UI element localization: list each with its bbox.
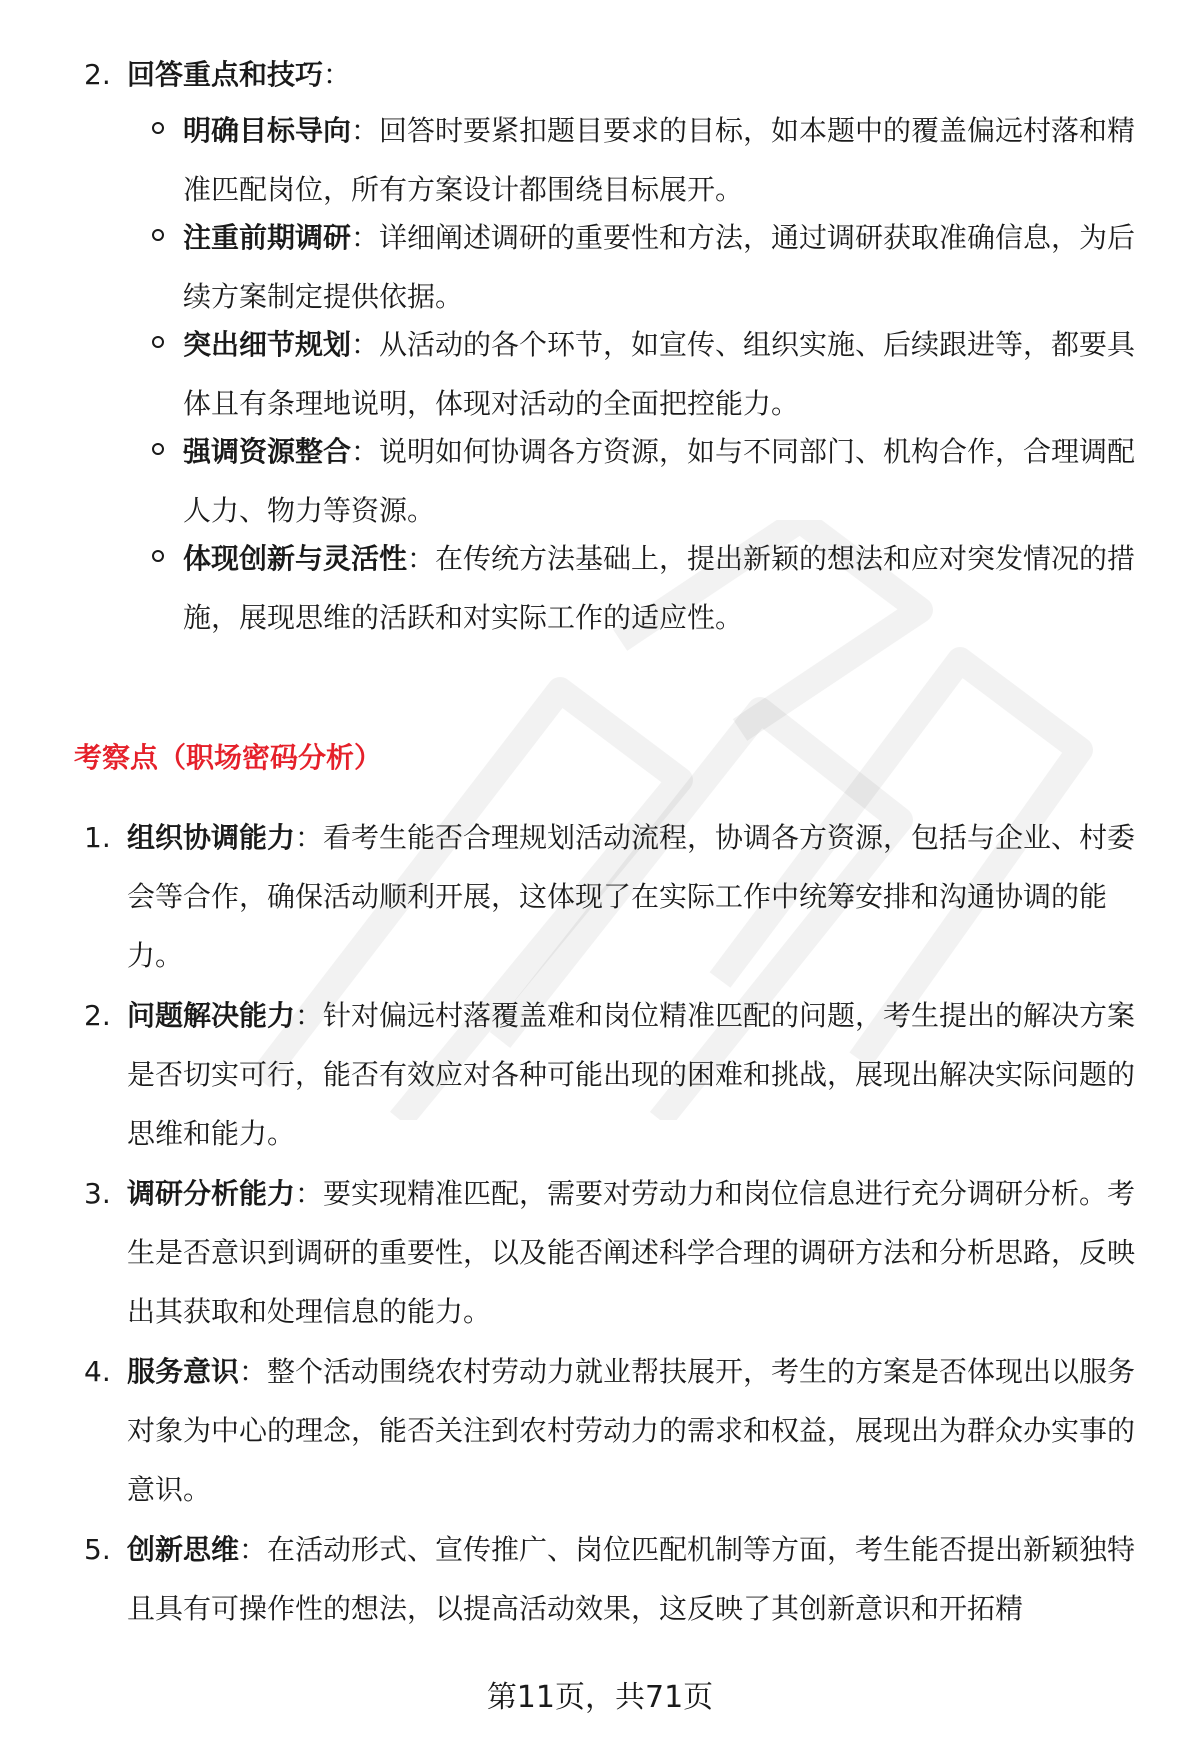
list-number: 4.: [84, 1355, 111, 1388]
point-title: 问题解决能力: [127, 999, 296, 1032]
bullet-desc: ：详细阐述调研的重要性和方法，通过调研获取准确信息，为后续方案制定提供依据。: [183, 221, 1136, 313]
tips-heading: [127, 45, 1142, 104]
circle-bullet-icon: [152, 229, 164, 241]
point-title: 创新思维: [127, 1533, 240, 1566]
point-text: [127, 1342, 1142, 1519]
bullet-desc: ：说明如何协调各方资源，如与不同部门、机构合作，合理调配人力、物力等资源。: [183, 435, 1136, 527]
point-title: 组织协调能力: [127, 821, 296, 854]
list-number: 2.: [84, 999, 111, 1032]
section-title: 考察点（职场密码分析）: [74, 741, 383, 774]
bullet-text: [183, 315, 1143, 433]
point-title: 调研分析能力: [127, 1177, 296, 1210]
point-text: [127, 808, 1142, 985]
point-text: [127, 1520, 1142, 1638]
circle-bullet-icon: [152, 550, 164, 562]
bullet-text: [183, 101, 1143, 219]
point-text: [127, 1164, 1142, 1341]
circle-bullet-icon: [152, 443, 164, 455]
bullet-text: [183, 529, 1143, 647]
list-number: 5.: [84, 1533, 111, 1566]
bullet-desc: ：回答时要紧扣题目要求的目标，如本题中的覆盖偏远村落和精准匹配岗位，所有方案设计都围绕目标展开。: [183, 114, 1136, 206]
bullet-text: [183, 208, 1143, 326]
bullet-title: 明确目标导向: [183, 114, 352, 147]
point-desc: ：要实现精准匹配，需要对劳动力和岗位信息进行充分调研分析。考生是否意识到调研的重要性，以及能否阐述科学合理的调研方法和分析思路，反映出其获取和处理信息的能力。: [127, 1177, 1136, 1328]
bullet-title: 体现创新与灵活性: [183, 542, 408, 575]
point-desc: ：针对偏远村落覆盖难和岗位精准匹配的问题，考生提出的解决方案是否切实可行，能否有效应对各种可能出现的困难和挑战，展现出解决实际问题的思维和能力。: [127, 999, 1136, 1150]
bullet-title: 注重前期调研: [183, 221, 352, 254]
circle-bullet-icon: [152, 336, 164, 348]
bullet-text: [183, 422, 1143, 540]
bullet-title: 强调资源整合: [183, 435, 352, 468]
bullet-desc: ：从活动的各个环节，如宣传、组织实施、后续跟进等，都要具体且有条理地说明，体现对活动的全面把控能力。: [183, 328, 1136, 420]
list-number: 2.: [84, 58, 111, 91]
point-text: [127, 986, 1142, 1163]
point-desc: ：在活动形式、宣传推广、岗位匹配机制等方面，考生能否提出新颖独特且具有可操作性的想法，以提高活动效果，这反映了其创新意识和开拓精: [127, 1533, 1136, 1625]
bullet-title: 突出细节规划: [183, 328, 352, 361]
point-title: 服务意识: [127, 1355, 240, 1388]
point-desc: ：看考生能否合理规划活动流程，协调各方资源，包括与企业、村委会等合作，确保活动顺利开展，这体现了在实际工作中统筹安排和沟通协调的能力。: [127, 821, 1136, 972]
point-desc: ：整个活动围绕农村劳动力就业帮扶展开，考生的方案是否体现出以服务对象为中心的理念，能否关注到农村劳动力的需求和权益，展现出为群众办实事的意识。: [127, 1355, 1136, 1506]
tips-heading-text: 回答重点和技巧: [127, 58, 324, 91]
bullet-desc: ：在传统方法基础上，提出新颖的想法和应对突发情况的措施，展现思维的活跃和对实际工作的适应性。: [183, 542, 1136, 634]
page-number: 第11页，共71页: [486, 1680, 714, 1715]
list-number: 1.: [84, 821, 111, 854]
circle-bullet-icon: [152, 122, 164, 134]
tips-heading-suffix: ：: [323, 58, 352, 91]
list-number: 3.: [84, 1177, 111, 1210]
